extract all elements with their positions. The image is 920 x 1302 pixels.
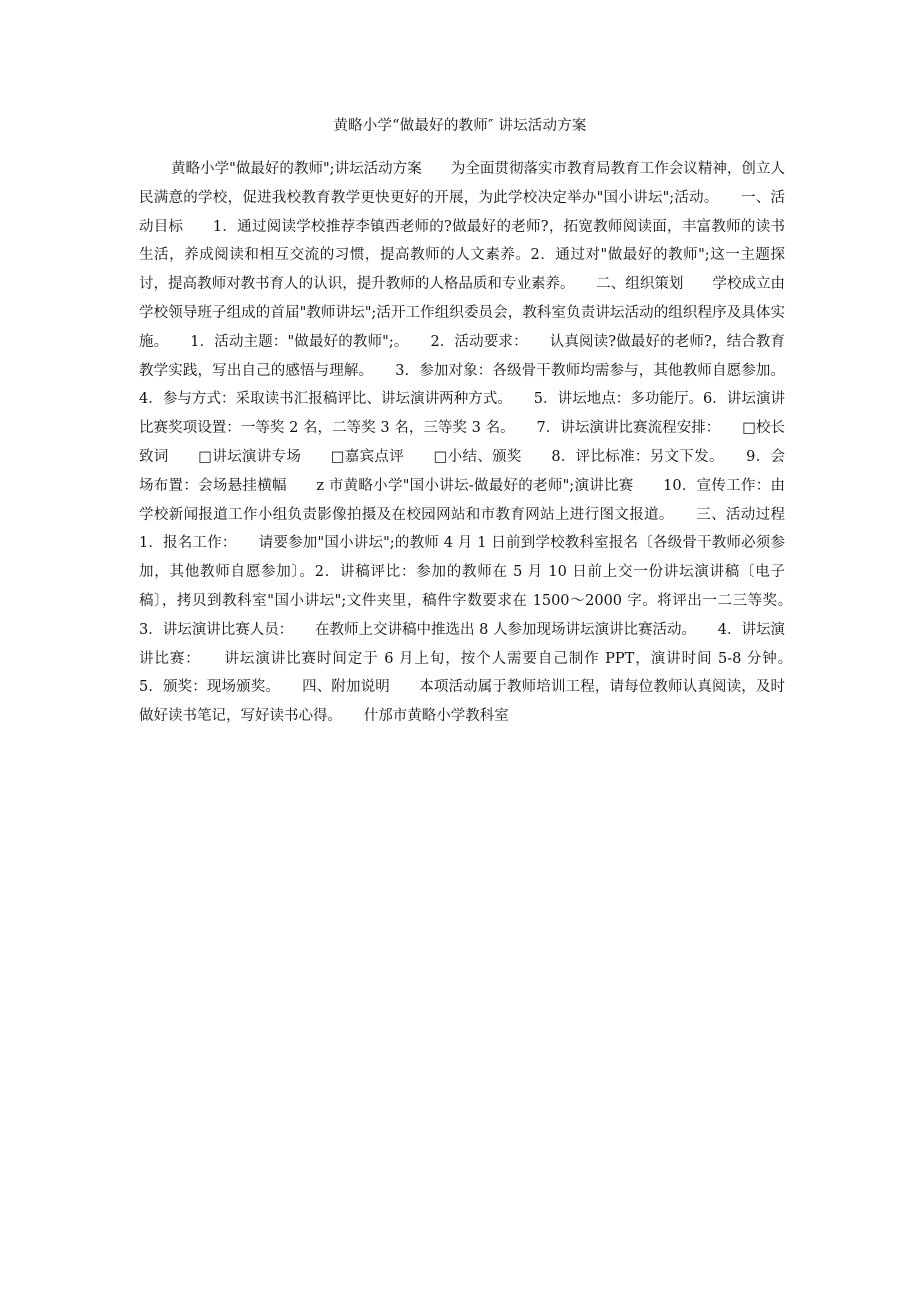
document-title: 黄略小学“做最好的教师″ 讲坛活动方案 xyxy=(333,118,587,134)
document-body: 黄略小学"做最好的教师";讲坛活动方案 为全面贯彻落实市教育局教育工作会议精神，创立人民满意的学校，促进我校教育教学更快更好的开展，为此学校决定举办"国小讲坛";活动。 一、活动目标 1．通过阅读学校推荐李镇西老师的?做最好的老师?，拓宽教师阅读面，丰富教师的读书生活，养成阅读和相互交流的习惯，提高教师的人文素养。2．通过对"做最好的教师";这一主题探讨，提高教师对教书育人的认识，提升教师的人格品质和专业素养。 二、组织策划 学校成立由学校领导班子组成的首届"教师讲坛";活开工作组织委员会，教科室负责讲坛活动的组织程序及具体实施。 1．活动主题："做最好的教师";。 2．活动要求： 认真阅读?做最好的老师?，结合教育教学实践，写出自己的感悟与理解。 3．参加对象：各级骨干教师均需参与，其他教师自愿参加。4．参与方式：采取读书汇报稿评比、讲坛演讲两种方式。 5．讲坛地点：多功能厅。6．讲坛演讲比赛奖项设置：一等奖 2 名，二等奖 3 名，三等奖 3 名。 7．讲坛演讲比赛流程安排： □校长致词 □讲坛演讲专场 □嘉宾点评 □小结、颁奖 8．评比标准：另文下发。 9．会场布置：会场悬挂横幅 z 市黄略小学"国小讲坛-做最好的老师";演讲比赛 10．宣传工作：由学校新闻报道工作小组负责影像拍摄及在校园网站和市教育网站上进行图文报道。 三、活动过程 1．报名工作： 请要参加"国小讲坛";的教师 4 月 1 日前到学校教科室报名〔各级骨干教师必须参加，其他教师自愿参加〕。2．讲稿评比：参加的教师在 5 月 10 日前上交一份讲坛演讲稿〔电子稿〕，拷贝到教科室"国小讲坛";文件夹里，稿件字数要求在 1500～2000 字。将评出一二三等奖。 3．讲坛演讲比赛人员： 在教师上交讲稿中推选出 8 人参加现场讲坛演讲比赛活动。 4．讲坛演讲比赛： 讲坛演讲比赛时间定于 6 月上旬，按个人需要自己制作 PPT，演讲时间 5-8 分钟。 5．颁奖：现场颁奖。 四、附加说明 本项活动属于教师培训工程，请每位教师认真阅读，及时做好读书笔记，写好读书心得。 什邡市黄略小学教科室 xyxy=(139,161,814,725)
